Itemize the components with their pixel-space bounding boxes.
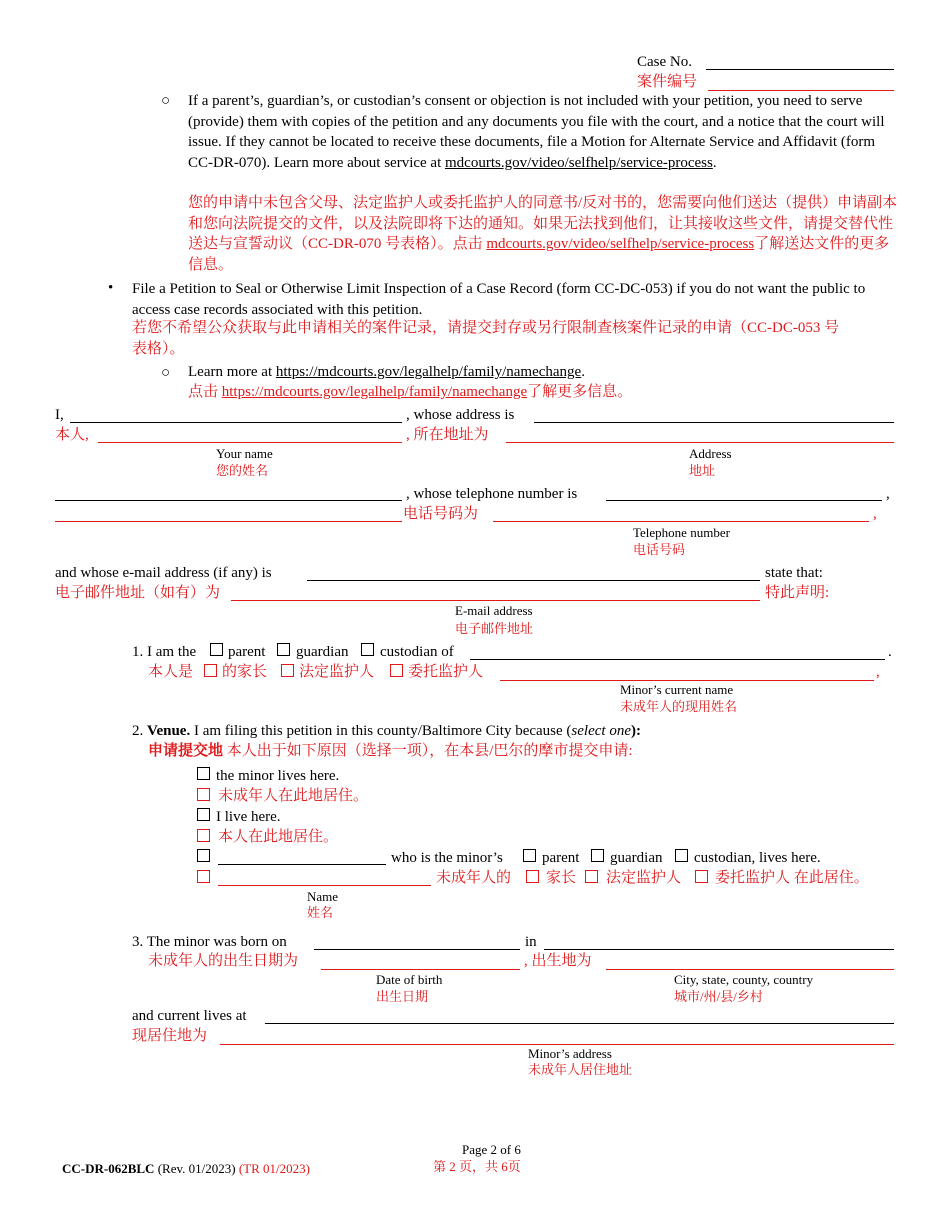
- i-live-here-label-zh: 本人在此地居住。: [218, 829, 339, 845]
- namechange-link-zh[interactable]: https://mdcourts.gov/legalhelp/family/namechange: [221, 384, 528, 400]
- minor-address-field-zh[interactable]: [220, 1044, 894, 1045]
- other-custodian-label-zh: 委托监护人 在此居住。: [715, 870, 869, 886]
- guardian-checkbox[interactable]: [277, 643, 290, 656]
- lives-at-label-zh: 现居住地为: [132, 1028, 208, 1044]
- i-live-here-checkbox-zh[interactable]: [197, 829, 210, 842]
- born-in-label-zh: , 出生地为: [524, 953, 592, 969]
- email-field-zh[interactable]: [231, 600, 760, 601]
- who-is-minors-label: who is the minor’s: [391, 850, 503, 866]
- address-field-zh[interactable]: [506, 442, 894, 443]
- lives-at-label: and current lives at: [132, 1008, 247, 1024]
- state-that-label: state that:: [765, 565, 823, 581]
- item2-number: 2.: [132, 723, 144, 739]
- item1-prefix-zh: 本人是: [148, 664, 194, 680]
- other-lives-here-checkbox-zh[interactable]: [197, 870, 210, 883]
- service-instruction-zh: [188, 193, 900, 275]
- other-guardian-label: guardian: [610, 850, 663, 866]
- name-caption-zh: 姓名: [307, 905, 334, 920]
- custodian-label-zh: 委托监护人: [408, 664, 484, 680]
- learn-more-zh: [188, 383, 632, 401]
- form-id-code: CC-DR-062BLC: [62, 1161, 155, 1176]
- minor-name-field[interactable]: [470, 659, 885, 660]
- date-of-birth-field-zh[interactable]: [321, 969, 520, 970]
- state-that-label-zh: 特此声明:: [765, 585, 830, 601]
- minor-name-field-zh[interactable]: [500, 680, 874, 681]
- service-text-end: .: [712, 154, 717, 171]
- birthplace-field-zh[interactable]: [606, 969, 894, 970]
- your-name-caption: Your name: [216, 446, 273, 461]
- service-instruction-en: [188, 91, 900, 173]
- address-caption: Address: [689, 446, 732, 461]
- other-parent-checkbox-zh[interactable]: [526, 870, 539, 883]
- parent-label-zh: 的家长: [222, 664, 268, 680]
- i-label: I,: [55, 407, 64, 423]
- other-custodian-label: custodian, lives here.: [694, 850, 821, 866]
- minor-lives-here-checkbox[interactable]: [197, 767, 210, 780]
- address-is-label: , whose address is: [406, 407, 515, 423]
- other-guardian-checkbox[interactable]: [591, 849, 604, 862]
- learn-more-text-zh: 点击: [188, 384, 222, 400]
- other-parent-label: parent: [542, 850, 580, 866]
- form-tr: (TR 01/2023): [235, 1161, 310, 1176]
- item2-heading-zh: [148, 742, 633, 760]
- phone-is-label: , whose telephone number is: [406, 486, 578, 502]
- minor-lives-here-checkbox-zh[interactable]: [197, 788, 210, 801]
- custodian-checkbox[interactable]: [361, 643, 374, 656]
- custodian-of-label: custodian of: [380, 644, 454, 660]
- who-is-minors-label-zh: 未成年人的: [436, 870, 512, 886]
- case-no-field[interactable]: [706, 69, 894, 70]
- your-name-field-zh[interactable]: [98, 442, 402, 443]
- form-rev: (Rev. 01/2023): [154, 1161, 236, 1176]
- other-name-field[interactable]: [218, 864, 386, 865]
- service-process-link[interactable]: mdcourts.gov/video/selfhelp/service-process: [445, 154, 713, 171]
- telephone-field[interactable]: [606, 500, 882, 501]
- other-name-field-zh[interactable]: [218, 885, 431, 886]
- minor-address-caption: Minor’s address: [528, 1046, 612, 1061]
- phone-is-label-zh: 电话号码为: [403, 506, 479, 522]
- parent-checkbox[interactable]: [210, 643, 223, 656]
- page-number-zh: 第 2 页，共 6页: [433, 1159, 521, 1174]
- your-name-field[interactable]: [70, 422, 402, 423]
- item1-period: .: [888, 644, 892, 660]
- venue-label-zh: 申请提交地: [148, 743, 224, 759]
- name-caption: Name: [307, 889, 339, 904]
- minor-address-caption-zh: 未成年人居住地址: [528, 1062, 633, 1077]
- other-guardian-checkbox-zh[interactable]: [585, 870, 598, 883]
- select-one: select one: [571, 723, 631, 739]
- service-text-zh: 您的申请中未包含父母、法定监护人或委托监护人的同意书/反对书的，您需要向他们送达（提供）申请副本和您向法院提交的文件，以及法院即将下达的通知。如果无法找到他们，让其接收这些文件，请提交替代性送达与宣誓动议（CC-DR-070 号表格）。点击: [188, 195, 898, 252]
- form-id: [62, 1161, 310, 1177]
- address-caption-zh: 地址: [689, 463, 716, 478]
- birthplace-caption: City, state, county, country: [674, 972, 814, 987]
- service-bullet: ○: [161, 93, 171, 109]
- telephone-caption-zh: 电话号码: [633, 542, 686, 557]
- service-text-en: If a parent’s, guardian’s, or custodian’s consent or objection is not included with your petition, you need to serve (provide) them with copies of the petition and any documents you file with the court, and a notice that the court will issue. If they cannot be located to receive these documents, file a Motion for Alternate Service and Affidavit (form CC-DR-070). Learn more about service at: [188, 93, 885, 171]
- name-line-2-zh[interactable]: [55, 521, 402, 522]
- venue-close: ):: [630, 723, 641, 739]
- item2-heading: [132, 722, 641, 740]
- learn-more-end: .: [581, 364, 585, 380]
- other-parent-checkbox[interactable]: [523, 849, 536, 862]
- email-field[interactable]: [307, 580, 760, 581]
- i-label-zh: 本人,: [55, 427, 89, 443]
- phone-comma-zh: ,: [873, 506, 877, 522]
- minor-lives-here-label: the minor lives here.: [216, 768, 340, 784]
- case-no-label: Case No.: [637, 54, 692, 70]
- learn-more-end-zh: 了解更多信息。: [527, 384, 633, 400]
- phone-comma: ,: [886, 486, 890, 502]
- venue-label: Venue.: [147, 723, 191, 739]
- other-parent-label-zh: 家长: [546, 870, 577, 886]
- email-is-label: and whose e-mail address (if any) is: [55, 565, 272, 581]
- item1-comma-zh: ,: [876, 664, 880, 680]
- address-is-label-zh: , 所在地址为: [406, 427, 489, 443]
- other-guardian-label-zh: 法定监护人: [606, 870, 682, 886]
- dob-caption-zh: 出生日期: [376, 989, 429, 1004]
- learn-more-text: Learn more at: [188, 364, 276, 380]
- other-custodian-checkbox-zh[interactable]: [695, 870, 708, 883]
- born-on-label: 3. The minor was born on: [132, 934, 287, 950]
- email-caption-zh: 电子邮件地址: [455, 621, 534, 636]
- telephone-caption: Telephone number: [633, 525, 730, 540]
- other-lives-here-checkbox[interactable]: [197, 849, 210, 862]
- page-number: Page 2 of 6: [462, 1142, 521, 1157]
- dob-caption: Date of birth: [376, 972, 443, 987]
- seal-instruction-en: File a Petition to Seal or Otherwise Limit Inspection of a Case Record (form CC-DC-053) if you do not want the public to access case records associated with this petition.: [132, 281, 866, 318]
- i-live-here-checkbox[interactable]: [197, 808, 210, 821]
- email-is-label-zh: 电子邮件地址（如有）为: [55, 585, 221, 601]
- case-no-label-zh: 案件编号: [637, 74, 698, 90]
- seal-bullet: •: [108, 280, 114, 296]
- i-live-here-label: I live here.: [216, 809, 281, 825]
- email-caption: E-mail address: [455, 603, 533, 618]
- address-field[interactable]: [534, 422, 894, 423]
- venue-text-zh: 本人出于如下原因（选择一项），在本县/巴尔的摩市提交申请:: [223, 743, 633, 759]
- born-in-label: in: [525, 934, 537, 950]
- minor-lives-here-label-zh: 未成年人在此地居住。: [218, 788, 369, 804]
- born-on-label-zh: 未成年人的出生日期为: [148, 953, 299, 969]
- guardian-label-zh: 法定监护人: [299, 664, 375, 680]
- guardian-checkbox-zh[interactable]: [281, 664, 294, 677]
- date-of-birth-field[interactable]: [314, 949, 520, 950]
- minor-address-field[interactable]: [265, 1023, 894, 1024]
- parent-checkbox-zh[interactable]: [204, 664, 217, 677]
- item1-prefix: 1. I am the: [132, 644, 197, 660]
- name-line-2[interactable]: [55, 500, 402, 501]
- learn-bullet: ○: [161, 365, 171, 381]
- parent-label: parent: [228, 644, 266, 660]
- seal-instruction-zh: 若您不希望公众获取与此申请相关的案件记录，请提交封存或另行限制查核案件记录的申请（CC-DC-053 号表格）。: [132, 320, 840, 357]
- custodian-checkbox-zh[interactable]: [390, 664, 403, 677]
- namechange-link[interactable]: https://mdcourts.gov/legalhelp/family/namechange: [275, 364, 582, 380]
- venue-text: I am filing this petition in this county/Baltimore City because (: [190, 723, 572, 739]
- guardian-label: guardian: [296, 644, 349, 660]
- telephone-field-zh[interactable]: [493, 521, 869, 522]
- learn-more-en: [188, 363, 585, 381]
- other-custodian-checkbox[interactable]: [675, 849, 688, 862]
- birthplace-caption-zh: 城市/州/县/乡村: [674, 989, 763, 1004]
- minor-name-caption: Minor’s current name: [620, 682, 734, 697]
- birthplace-field[interactable]: [544, 949, 894, 950]
- service-process-link-zh[interactable]: mdcourts.gov/video/selfhelp/service-process: [486, 236, 755, 252]
- service-text-zh-end: 了解送达文件的更多信息。: [188, 236, 890, 273]
- minor-name-caption-zh: 未成年人的现用姓名: [620, 699, 738, 714]
- your-name-caption-zh: 您的姓名: [216, 463, 269, 478]
